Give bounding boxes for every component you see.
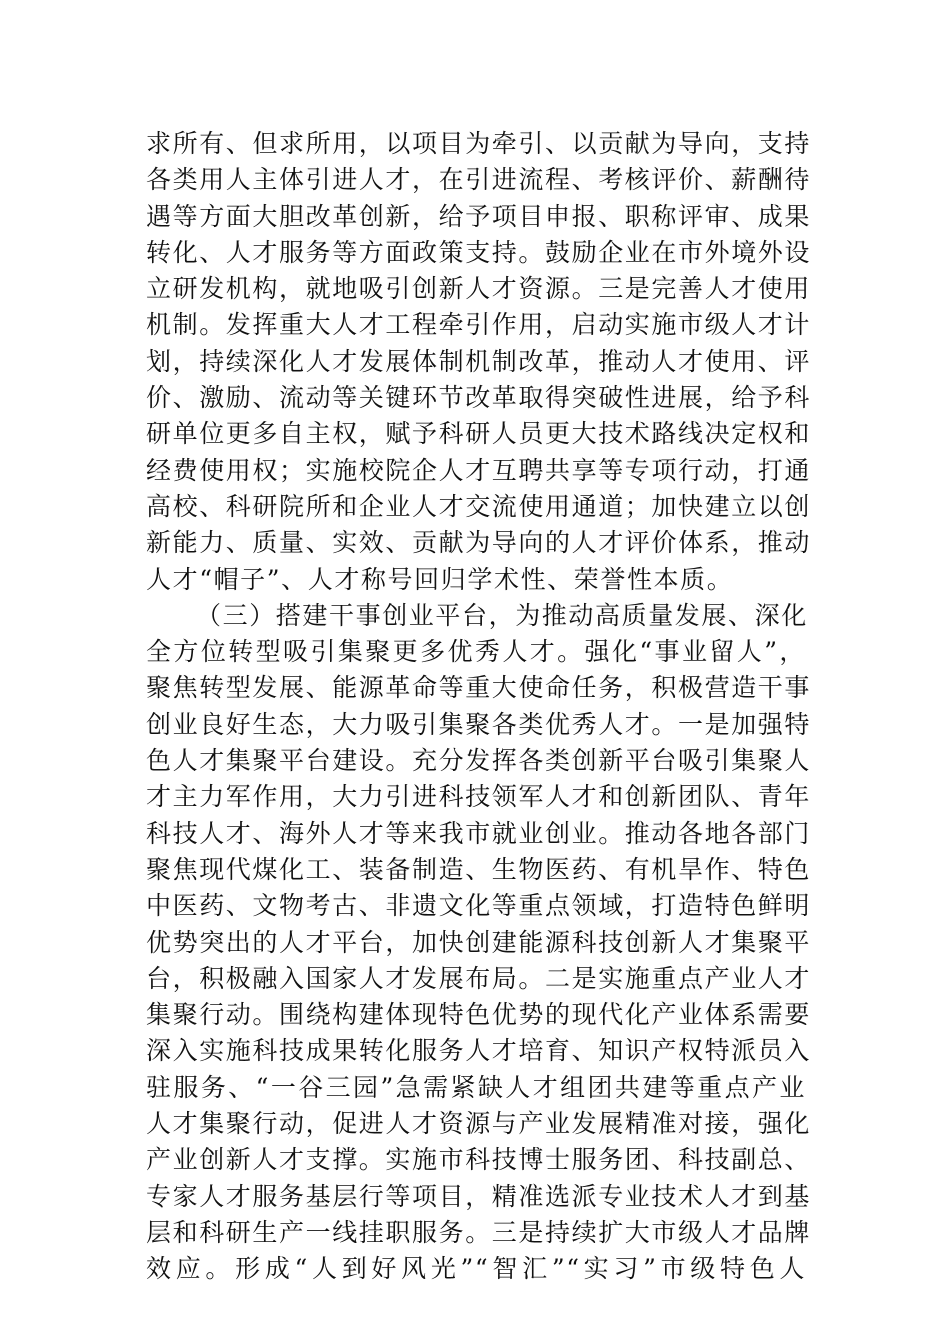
text-line: 优势突出的人才平台，加快创建能源科技创新人才集聚平 [146,927,812,957]
text-line: 转化、人才服务等方面政策支持。鼓励企业在市外境外设 [146,237,812,267]
section-heading-line: （三）搭建干事创业平台，为推动高质量发展、深化 [196,600,808,630]
text-line: 才主力军作用，大力引进科技领军人才和创新团队、青年 [146,782,812,812]
text-line: 高校、科研院所和企业人才交流使用通道；加快建立以创 [146,491,812,521]
text-line: 台，积极融入国家人才发展布局。二是实施重点产业人才 [146,963,812,993]
text-line: 立研发机构，就地吸引创新人才资源。三是完善人才使用 [146,274,812,304]
text-line: 产业创新人才支撑。实施市科技博士服务团、科技副总、 [146,1145,812,1175]
text-line: 机制。发挥重大人才工程牵引作用，启动实施市级人才计 [146,310,812,340]
text-line: 深入实施科技成果转化服务人才培育、知识产权特派员入 [146,1036,812,1066]
text-line: 价、激励、流动等关键环节改革取得突破性进展，给予科 [146,383,812,413]
text-line: 集聚行动。围绕构建体现特色优势的现代化产业体系需要 [146,1000,812,1030]
body-text [146,126,812,1288]
text-line: 研单位更多自主权，赋予科研人员更大技术路线决定权和 [146,419,812,449]
text-line: 驻服务、“一谷三园”急需紧缺人才组团共建等重点产业 [146,1072,806,1102]
text-line: 层和科研生产一线挂职服务。三是持续扩大市级人才品牌 [146,1217,812,1247]
text-line: 人才集聚行动，促进人才资源与产业发展精准对接，强化 [146,1109,812,1139]
text-line: 经费使用权；实施校院企人才互聘共享等专项行动，打通 [146,455,812,485]
text-line: 专家人才服务基层行等项目，精准选派专业技术人才到基 [146,1181,812,1211]
text-line: 聚焦现代煤化工、装备制造、生物医药、有机旱作、特色 [146,854,812,884]
text-line: 求所有、但求所用，以项目为牵引、以贡献为导向，支持 [146,129,812,158]
text-line: 新能力、质量、实效、贡献为导向的人才评价体系，推动 [146,528,812,558]
text-line: 遇等方面大胆改革创新，给予项目申报、职称评审、成果 [146,201,812,231]
text-line: 效应。形成“人到好风光”“智汇”“实习”市级特色人 [146,1254,806,1284]
text-line: 聚焦转型发展、能源革命等重大使命任务，积极营造干事 [146,673,812,703]
paragraph-end-line: 人才“帽子”、人才称号回归学术性、荣誉性本质。 [146,564,734,594]
text-line: 划，持续深化人才发展体制机制改革，推动人才使用、评 [146,346,812,376]
text-line: 科技人才、海外人才等来我市就业创业。推动各地各部门 [146,818,812,848]
text-line: 各类用人主体引进人才，在引进流程、考核评价、薪酬待 [146,165,812,195]
text-line: 全方位转型吸引集聚更多优秀人才。强化“事业留人”， [146,637,806,667]
text-line: 色人才集聚平台建设。充分发挥各类创新平台吸引集聚人 [146,746,812,776]
text-line: 创业良好生态，大力吸引集聚各类优秀人才。一是加强特 [146,709,812,739]
text-line: 中医药、文物考古、非遗文化等重点领域，打造特色鲜明 [146,891,812,921]
